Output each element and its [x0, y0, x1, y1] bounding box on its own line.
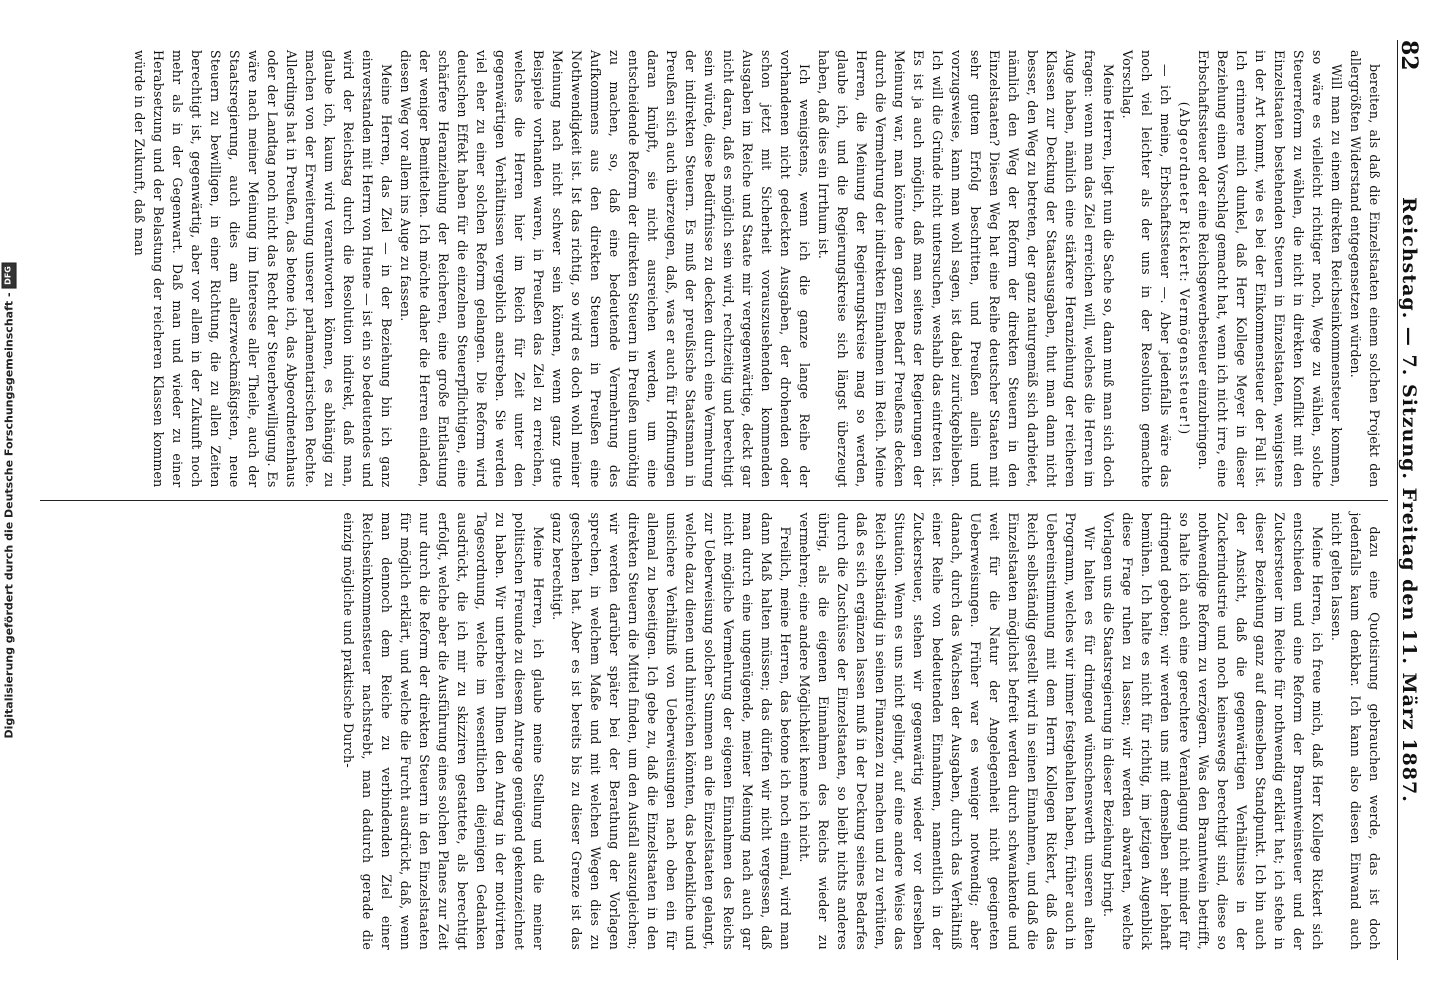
header-rule	[1397, 40, 1398, 960]
digitization-footer	[0, 0, 18, 1000]
paragraph: Meine Herren, das Ziel — in der Beziehung bin ich ganz einverstanden mit Herrn von Huene — ist ein so bedeutendes und wird der Reichstag durch die Resolution indirekt, daß man, glaube ich, kaum wird verantworten können, es abhängig zu machen von der Erweiterung unserer parlamentarischen Rechte. Allerdings hat in Preußen, das betone ich, das Abgeordnetenhaus oder der Landtag noch nicht das Recht der Steuerbewilligung. Es wäre nach meiner Meinung im Interesse aller Theile, auch der Staatsregierung, auch dies am allerzweckmäßigsten, neue Steuern zu bewilligen, in einer Richtung, die zu allen Zeiten berechtigt ist, gegenwärtig, aber vor allem in der Zukunft noch mehr als in der Gegenwart. Daß man und wieder zu einer Herabsetzung und der Belastung der reicheren Klassen kommen würde in der Zukunft, daß man	[132, 50, 394, 488]
paragraph: Meine Herren, liegt nun die Sache so, dann muß man sich doch fragen: wenn man das Ziel erreichen will, welches die Herren im Auge haben, nämlich eine stärkere Heranziehung der reicheren Klassen zur Deckung der Staatsausgaben, thut man dann nicht besser, den Weg zu betreten, der ganz naturgemäß sich darbietet, nämlich den Weg der Reform der direkten Steuern in den Einzelstaaten? Diesen Weg hat eine Reihe deutscher Staaten mit sehr gutem Erfolg beschritten, und Preußen allein und vorzugsweise, kann man wohl sagen, ist dabei zurückgeblieben. Ich will die Gründe nicht untersuchen, weshalb das eintreten ist. Es ist ja auch möglich, daß man seitens der Regierungen der Meinung war, man könnte den ganzen Bedarf Preußens decken durch die Vermehrung der indirekten Einnahmen im Reich. Meine Herren, die Meinung der Regierungskreise mag so werden, glaube ich, und die Regierungskreise sich längst überzeugt haben, daß dies ein Irrthum ist.	[816, 50, 1116, 488]
column-divider	[40, 500, 1388, 501]
footer-text: Digitalisierung gefördert durch die Deutsche Forschungsgemeinschaft -	[2, 291, 16, 739]
paragraph: — ich meine, Erbschaftssteuer —. Aber jedenfalls wäre das noch viel leichter als der uns in der Resolution gemachte Vorschlag.	[1120, 50, 1173, 488]
paragraph: Wir halten es für dringend wünschenswerth unseren alten Programm, welches wir immer festgehalten haben, früher auch in Uebereinstimmung mit dem Herrn Kollegen Rickert, daß das Reich selbständig gestellt wird in seinen Einnahmen, und daß die Einzelstaaten möglichst befreit werden durch schwankende und weit für die Natur der Angelegenheit nicht geeigneten Ueberweisungen. Früher war es weniger notwendig; aber danach, durch das Wachsen der Ausgaben, durch das Verhältniß einer Reihe von bedeutenden Einnahmen, namentlich in der Zuckersteuer, stehen wir gegenwärtig wieder vor derselben Situation. Wenn es uns nicht gelingt, auf eine andere Weise das Reich selbständig in seinen Finanzen zu machen und zu verhüten, daß es sich ergänzen lassen muß in der Deckung seines Bedarfes durch die Zuschüsse der Einzelstaaten, so bleibt nichts anderes übrig, als die eigenen Einnahmen des Reichs wieder zu vermehren; eine andere Möglichkeit kenne ich nicht.	[797, 512, 1097, 950]
paragraph: bereiten, als daß die Einzelstaaten einem solchen Projekt den allergrößten Widerstand entgegensetzen würden.	[1348, 50, 1382, 488]
text-columns	[40, 40, 1388, 960]
left-column	[40, 40, 1388, 498]
paragraph: Ich wenigstens, wenn ich die ganze lange Reihe der vorhandenen nicht gedeckten Ausgaben, der drohenden oder schon jetzt mit Sicherheit vorauszusehenden kommenden Ausgaben im Reiche und Staate mir vergegenwärtige, deckt gar nicht daran, daß es möglich sein wird, rechtzeitig und berechtigt sein würde, diese Bedürfnisse zu decken durch eine Vermehrung der indirekten Steuern. Es muß der preußische Staatsmann in Preußen sich auch überzeugen, daß, was er auch für Hoffnungen daran knüpft, sie nicht ausreichen werden, um eine entscheidende Reform der direkten Steuern in Preußen unnöthig zu machen, so, daß eine bedeutende Vermehrung des Aufkommens aus den direkten Steuern in Preußen eine Nothwendigkeit ist. Ist das richtig, so wird es doch wohl meiner Meinung nach nicht schwer sein können, wenn ganz gute Beispiele vorhanden waren, in Preußen das Ziel zu erreichen, welches die Herren hier im Reich für Zeit unter den gegenwärtigen Verhältnissen vergeblich anstreben. Sie werden viel eher zu einer solchen Reform gelangen. Die Reform wird deutschen Effekt haben für die einzelnen Steuerpflichtigen, eine schärfere Heranziehung der Reicheren, eine große Entlastung der weniger Bemittelten. Ich möchte daher die Herren einladen, diesen Weg vor allem ins Auge zu fassen.	[398, 50, 812, 488]
paragraph: Will man zu einem direkten Reichseinkommensteuer kommen, so wäre es vielleicht richtiger noch, Wege zu wählen, solche Steuerreform zu wählen, die nicht in direkten Konflikt mit den Einzelstaaten bestehenden Steuern in Einzelstaaten, wenigstens in der Art kommt, wie es bei der Einkommensteuer der Fall ist. Ich erinnere mich dunkel, daß Herr Kollege Meyer in dieser Beziehung einen Vorschlag gemacht hat, wenn ich nicht irre, eine Erbschaftssteuer oder eine Reichsgewerbesteuer einzubringen.	[1196, 50, 1344, 488]
paragraph: Meine Herren, ich freue mich, daß Herr Kollege Rickert sich entschieden und eine Reform der Branntweinsteuer und der Zuckersteuer im Reiche für nothwendig erklärt hat; ich stehe in dieser Beziehung ganz auf demselben Standpunkt. Ich bin auch der Ansicht, daß die gegenwärtigen Verhältnisse in der Zuckerindustrie und noch keineswegs berechtigt sind, diese so nothwendige Reform zu verzögern. Was den Branntwein betrifft, so halte ich auch eine gerechtere Veranlagung nicht minder für dringend geboten; wir werden uns mit demselben sehr lebhaft bemühen. Ich halte es nicht für richtig, im jetzigen Augenblick diese Frage ruhen zu lassen; wir werden abwarten, welche Vorlagen uns die Staatsregierung in dieser Beziehung bringt.	[1101, 512, 1325, 950]
running-head: Reichstag. — 7. Sitzung. Freitag den 11. März 1887.	[1398, 197, 1420, 803]
paragraph: dazu eine Quotisirung gebrauchen werde, das ist doch jedenfalls kaum denkbar. Ich kann also diesen Einwand auch nicht gelten lassen.	[1329, 512, 1382, 950]
rotated-newspaper-page	[0, 10, 1432, 990]
dfg-logo-icon: DFG	[2, 262, 17, 288]
page-number: 82	[1396, 40, 1422, 71]
paragraph: Meine Herren, ich glaube meine Stellung und die meiner politischen Freunde zu diesem Antrage genügend gekennzeichnet zu haben. Wir unterbreiten Ihnen den Antrag in der motivirten Tagesordnung, welche im wesentlichen diejenigen Gedanken ausdrückt, die ich mir zu skizziren gestattete, als berechtigt erfolgt, welche aber die Ausführung eines solchen Planes zur Zeit nur durch die Reform der direkten Steuern in den Einzelstaaten für möglich erklärt, und welche die Furcht ausdrückt, daß, wenn man dennoch dem Reiche zu verbindenden Ziel einer Reichseinkommensteuer nachstrebt, man dadurch gerade die einzig mögliche und praktische Durch-	[341, 512, 546, 950]
right-column	[40, 503, 1388, 961]
paragraph: Freilich, meine Herren, das betone ich noch einmal, wird man dann Maß halten müssen; das dürfen wir nicht vergessen, daß man durch eine ungenügende, meiner Meinung nach auch gar nicht mögliche Vermehrung der eigenen Einnahmen des Reichs zur Ueberweisung solcher Summen an die Einzelstaaten gelangt, welche dazu dienen und hinreichen könnten, das bedenkliche und unsichere Verhältniß von Ueberweisungen nach oben ein für allemal zu beseitigen. Ich gebe zu, daß die Einzelstaaten in den direkten Steuern die Mittel finden, um den Ausfall auszugleichen; wir werden darüber später bei der Berathung der Vorlagen sprechen, in welchem Maße und mit welchen Wegen dies zu geschehen hat. Aber es ist bereits bis zu dieser Grenze ist das ganz berechtigt.	[550, 512, 793, 950]
interjection: (Abgeordneter Rickert: Vermögenssteuer!)	[1177, 101, 1192, 436]
